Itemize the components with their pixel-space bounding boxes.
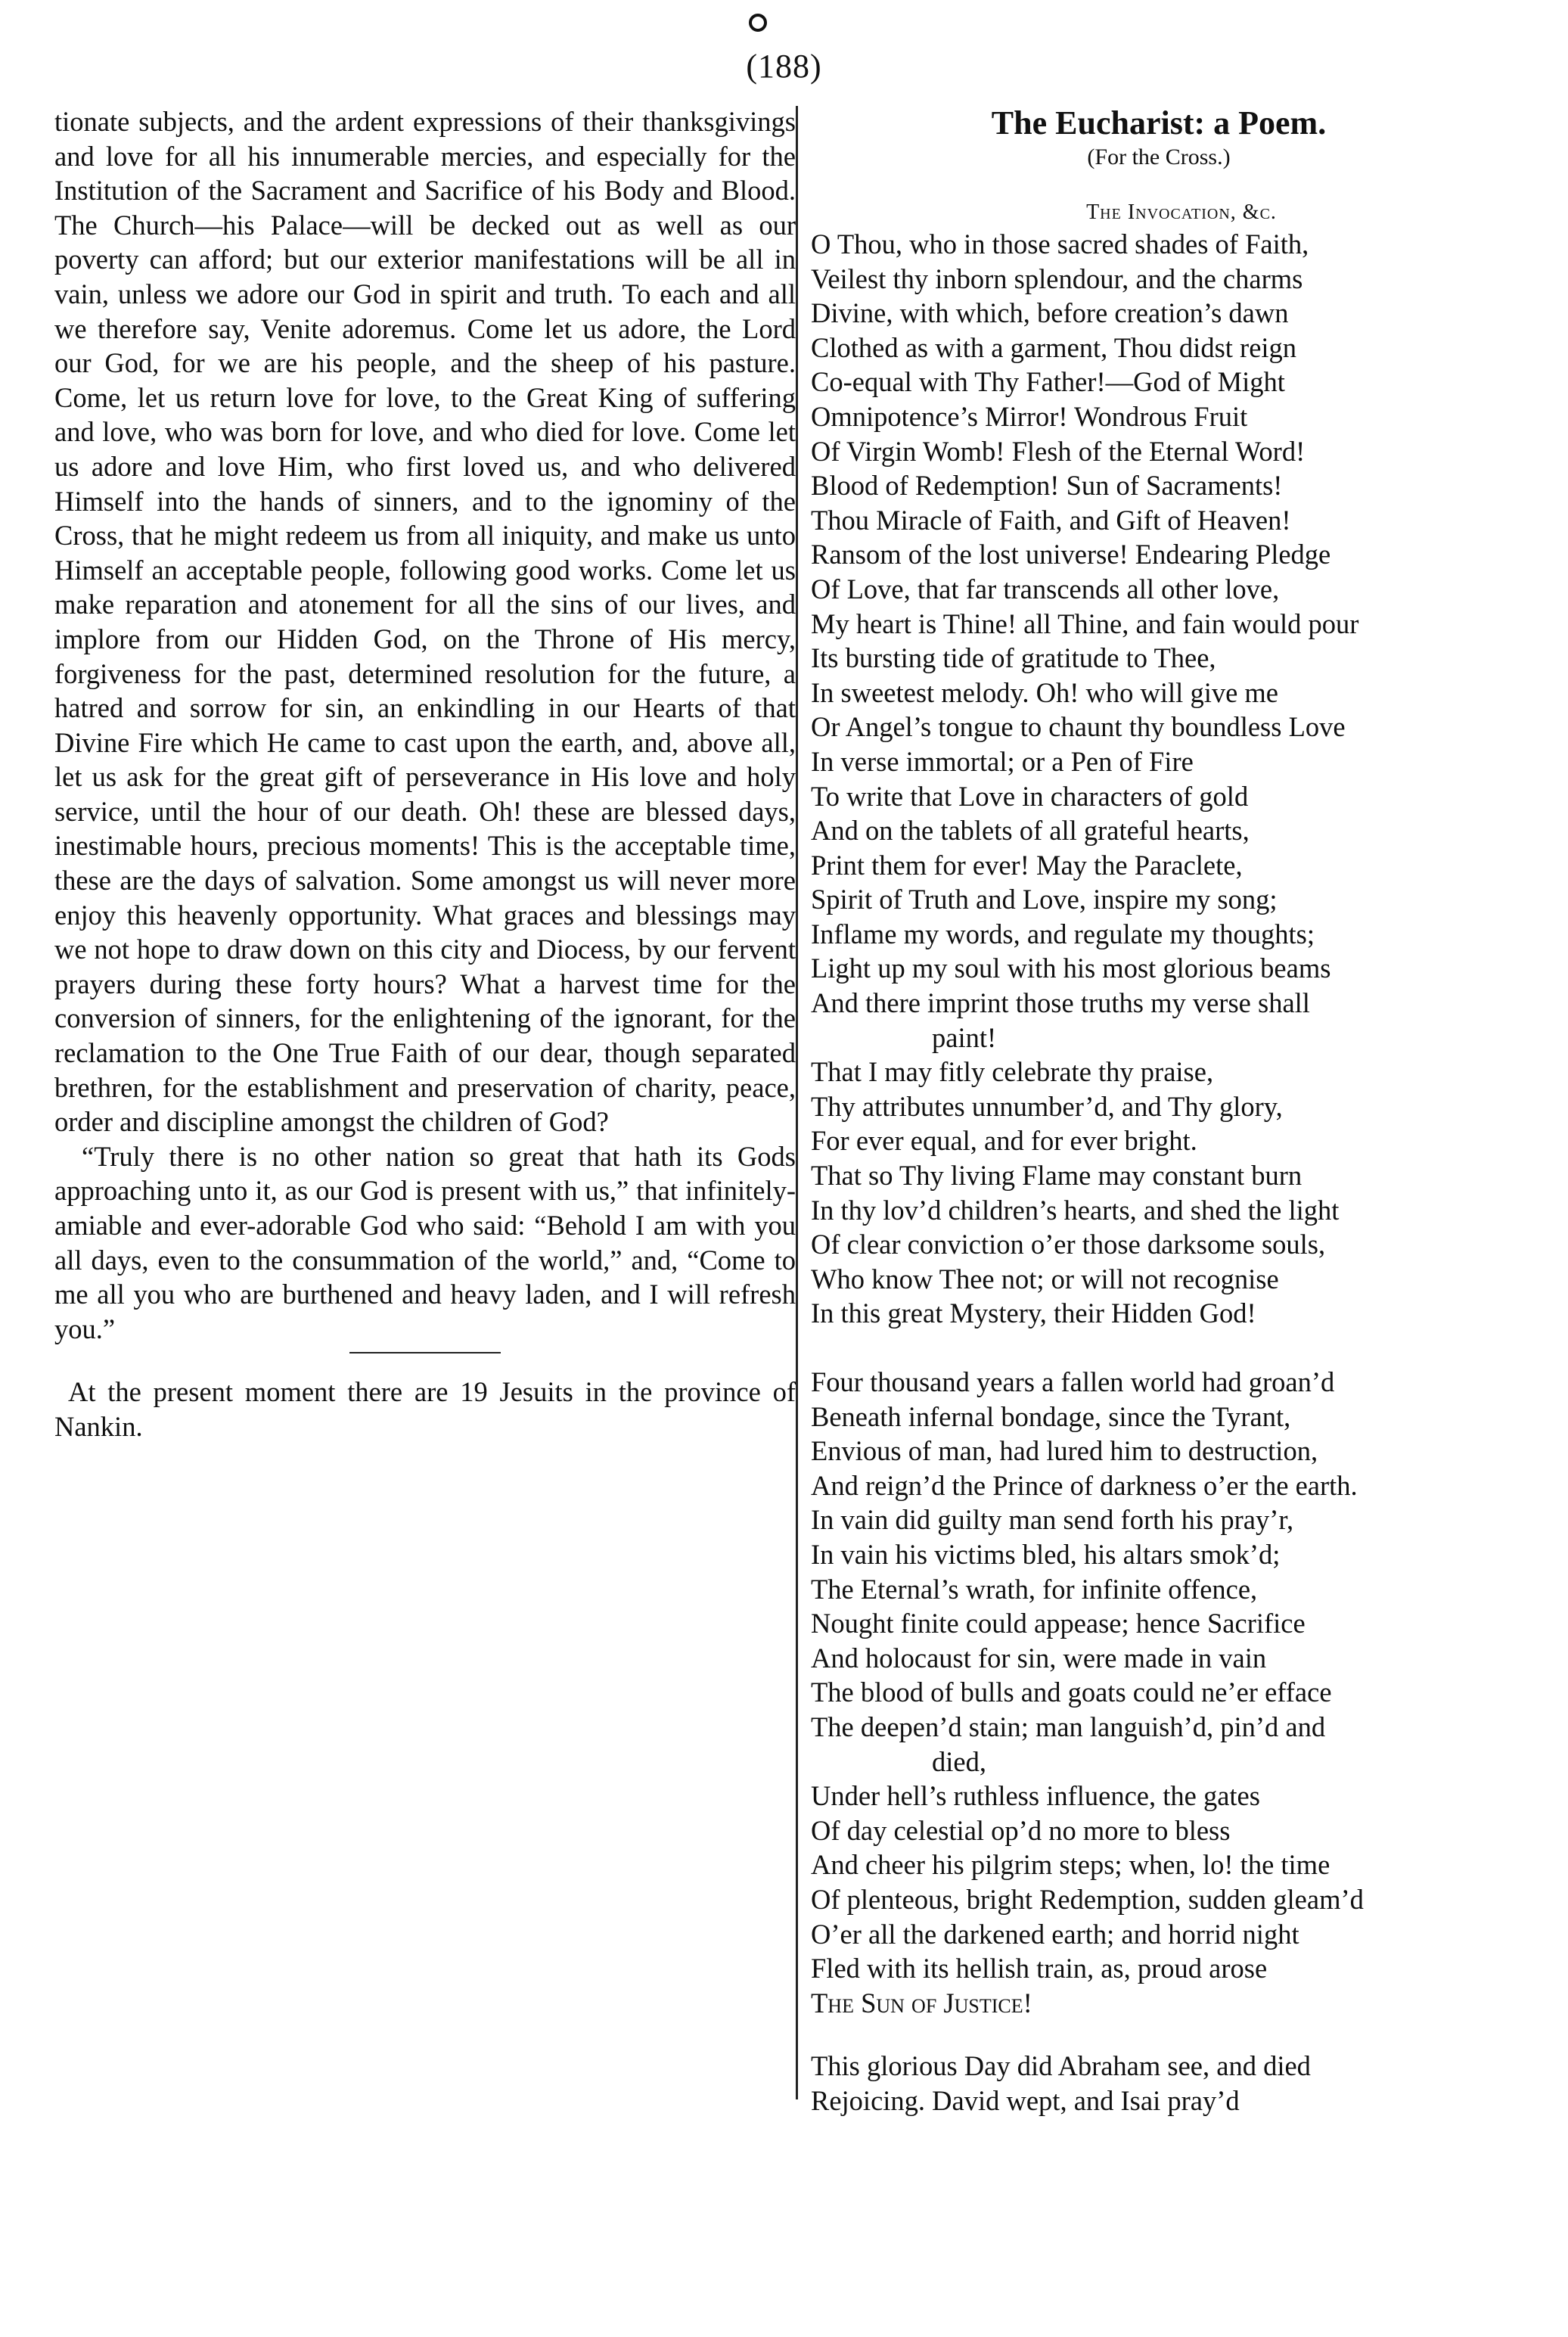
poem-line: To write that Love in characters of gold bbox=[811, 780, 1249, 812]
poem-line: Co-equal with Thy Father!—God of Might bbox=[811, 366, 1285, 398]
poem-line: Under hell’s ruthless influence, the gates bbox=[811, 1780, 1260, 1812]
poem-line: Of Love, that far transcends all other love, bbox=[811, 573, 1280, 604]
poem-line: paint! bbox=[932, 1021, 997, 1053]
poem-line: In verse immortal; or a Pen of Fire bbox=[811, 745, 1194, 777]
jesuits-note: At the present moment there are 19 Jesuits in the province of Nankin. bbox=[54, 1376, 796, 1442]
poem-line: And holocaust for sin, were made in vain bbox=[811, 1642, 1267, 1674]
poem-line: Fled with its hellish train, as, proud arose bbox=[811, 1953, 1268, 1984]
poem-line: Beneath infernal bondage, since the Tyrant, bbox=[811, 1400, 1291, 1432]
poem-stanza-3 bbox=[811, 2049, 1507, 2118]
poem-line: Spirit of Truth and Love, inspire my song; bbox=[811, 884, 1278, 915]
poem-title: The Eucharist: a Poem. bbox=[991, 104, 1327, 141]
poem-line: My heart is Thine! all Thine, and fain would pour bbox=[811, 608, 1359, 639]
poem-line: Thy attributes unnumber’d, and Thy glory, bbox=[811, 1090, 1283, 1122]
poem-line: Of day celestial op’d no more to bless bbox=[811, 1814, 1231, 1846]
poem-line: Or Angel’s tongue to chaunt thy boundless Love bbox=[811, 711, 1346, 743]
poem-stanza-2 bbox=[811, 1365, 1507, 2020]
right-column bbox=[811, 104, 1507, 2118]
article-paragraph-2: “Truly there is no other nation so great that hath its Gods approaching unto it, as our God is present with us,” that infinitely-amiable and ever-adorable God who said: “Behold I am with you all days, even to the consummation of the world,” and, “Come to me all you who are burthened and heavy laden, and I will refresh you.” bbox=[54, 1140, 796, 1344]
poem-line: That so Thy living Flame may constant burn bbox=[811, 1160, 1303, 1192]
poem-line: died, bbox=[932, 1745, 986, 1777]
poem-line: Blood of Redemption! Sun of Sacraments! bbox=[811, 470, 1283, 502]
stanza-gap bbox=[811, 1331, 1507, 1365]
left-column bbox=[54, 104, 796, 1444]
poem-line: In thy lov’d children’s hearts, and shed the light bbox=[811, 1194, 1340, 1226]
poem-subtitle: (For the Cross.) bbox=[1087, 145, 1231, 169]
poem-line: Light up my soul with his most glorious beams bbox=[811, 953, 1331, 984]
poem-line: Nought finite could appease; hence Sacrifice bbox=[811, 1608, 1306, 1639]
poem-line: Divine, with which, before creation’s dawn bbox=[811, 297, 1289, 329]
poem-line: In this great Mystery, their Hidden God! bbox=[811, 1297, 1256, 1329]
poem-line: Who know Thee not; or will not recognise bbox=[811, 1263, 1279, 1294]
poem-line: In sweetest melody. Oh! who will give me bbox=[811, 676, 1279, 708]
poem-line: In vain his victims bled, his altars smok’d; bbox=[811, 1538, 1281, 1570]
poem-stanza-1 bbox=[811, 227, 1507, 1331]
poem-line: Of plenteous, bright Redemption, sudden gleam’d bbox=[811, 1883, 1364, 1915]
poem-line: Ransom of the lost universe! Endearing Pledge bbox=[811, 539, 1331, 570]
column-rule bbox=[796, 106, 798, 2099]
stanza-gap bbox=[811, 2020, 1507, 2049]
poem-line: In vain did guilty man send forth his pray’r, bbox=[811, 1504, 1294, 1536]
poem-line: O’er all the darkened earth; and horrid night bbox=[811, 1918, 1299, 1950]
poem-line: The deepen’d stain; man languish’d, pin’d and bbox=[811, 1711, 1326, 1742]
page-number: (188) bbox=[746, 48, 822, 85]
poem-line: And there imprint those truths my verse shall bbox=[811, 987, 1310, 1019]
poem-line: Of clear conviction o’er those darksome souls, bbox=[811, 1229, 1326, 1260]
poem-line: Print them for ever! May the Paraclete, bbox=[811, 849, 1243, 881]
poem-line: Veilest thy inborn splendour, and the charms bbox=[811, 263, 1303, 294]
poem-line: The Eternal’s wrath, for infinite offence, bbox=[811, 1573, 1258, 1605]
poem-line: Clothed as with a garment, Thou didst reign bbox=[811, 331, 1297, 363]
ink-dot bbox=[749, 14, 767, 32]
poem-line: And on the tablets of all grateful hearts, bbox=[811, 815, 1250, 847]
poem-line: The blood of bulls and goats could ne’er efface bbox=[811, 1677, 1332, 1708]
poem-line: And reign’d the Prince of darkness o’er the earth. bbox=[811, 1469, 1358, 1501]
poem-line: For ever equal, and for ever bright. bbox=[811, 1125, 1197, 1157]
poem-line: Omnipotence’s Mirror! Wondrous Fruit bbox=[811, 400, 1248, 432]
poem-line: Four thousand years a fallen world had groan’d bbox=[811, 1366, 1335, 1397]
poem-line: Thou Miracle of Faith, and Gift of Heaven! bbox=[811, 504, 1291, 536]
invocation-heading: The Invocation, &c. bbox=[1086, 200, 1277, 224]
article-paragraph-1: tionate subjects, and the ardent expressions of their thanksgivings and love for all his innumerable mercies, and especially for the Institution of the Sacrament and Sacrifice of his Body and Blood. The Church—his Palace—will be decked out as well as our poverty can afford; but our exterior manifestations will be all in vain, unless we adore our God in spirit and truth. To each and all we therefore say, Venite adoremus. Come let us adore, the Lord our God, for we are his people, and the sheep of his pasture. Come, let us return love for love, to the Great King of suffering and love, who was born for love, and who died for love. Come let us adore and love Him, who first loved us, and who delivered Himself into the hands of sinners, and to the ignominy of the Cross, that he might redeem us from all iniquity, and make us unto Himself an acceptable people, following good works. Come let us make reparation and atonement for all the sins of our lives, and implore from our Hidden God, on the Throne of His mercy, forgiveness for the past, determined resolution for the future, a hatred and sorrow for sin, an enkindling in our Hearts of that Divine Fire which He came to cast upon the earth, and, above all, let us ask for the great gift of perseverance in His love and holy service, until the hour of our death. Oh! these are blessed days, inestimable hours, precious moments! This is the acceptable time, these are the days of salvation. Some amongst us will never more enjoy this heavenly opportunity. What graces and blessings may we not hope to draw down on this city and Diocess, by our fervent prayers during these forty hours? What a harvest time for the conversion of sinners, for the enlightening of the ignorant, for the reclamation to the One True Faith of our dear, though separated brethren, for the establishment and preservation of charity, peace, order and discipline amongst the children of God? bbox=[54, 106, 796, 1138]
poem-line: Its bursting tide of gratitude to Thee, bbox=[811, 642, 1216, 674]
poem-line: The Sun of Justice! bbox=[811, 1987, 1032, 2018]
poem-line: Rejoicing. David wept, and Isai pray’d bbox=[811, 2084, 1240, 2116]
poem-line: That I may fitly celebrate thy praise, bbox=[811, 1056, 1214, 1088]
section-divider bbox=[349, 1352, 501, 1353]
poem-line: And cheer his pilgrim steps; when, lo! the time bbox=[811, 1849, 1330, 1881]
poem-line: O Thou, who in those sacred shades of Faith, bbox=[811, 228, 1309, 259]
poem-line: This glorious Day did Abraham see, and died bbox=[811, 2050, 1311, 2082]
poem-line: Envious of man, had lured him to destruction, bbox=[811, 1435, 1318, 1467]
poem-line: Of Virgin Womb! Flesh of the Eternal Word! bbox=[811, 435, 1306, 467]
poem-line: Inflame my words, and regulate my thoughts; bbox=[811, 918, 1315, 949]
